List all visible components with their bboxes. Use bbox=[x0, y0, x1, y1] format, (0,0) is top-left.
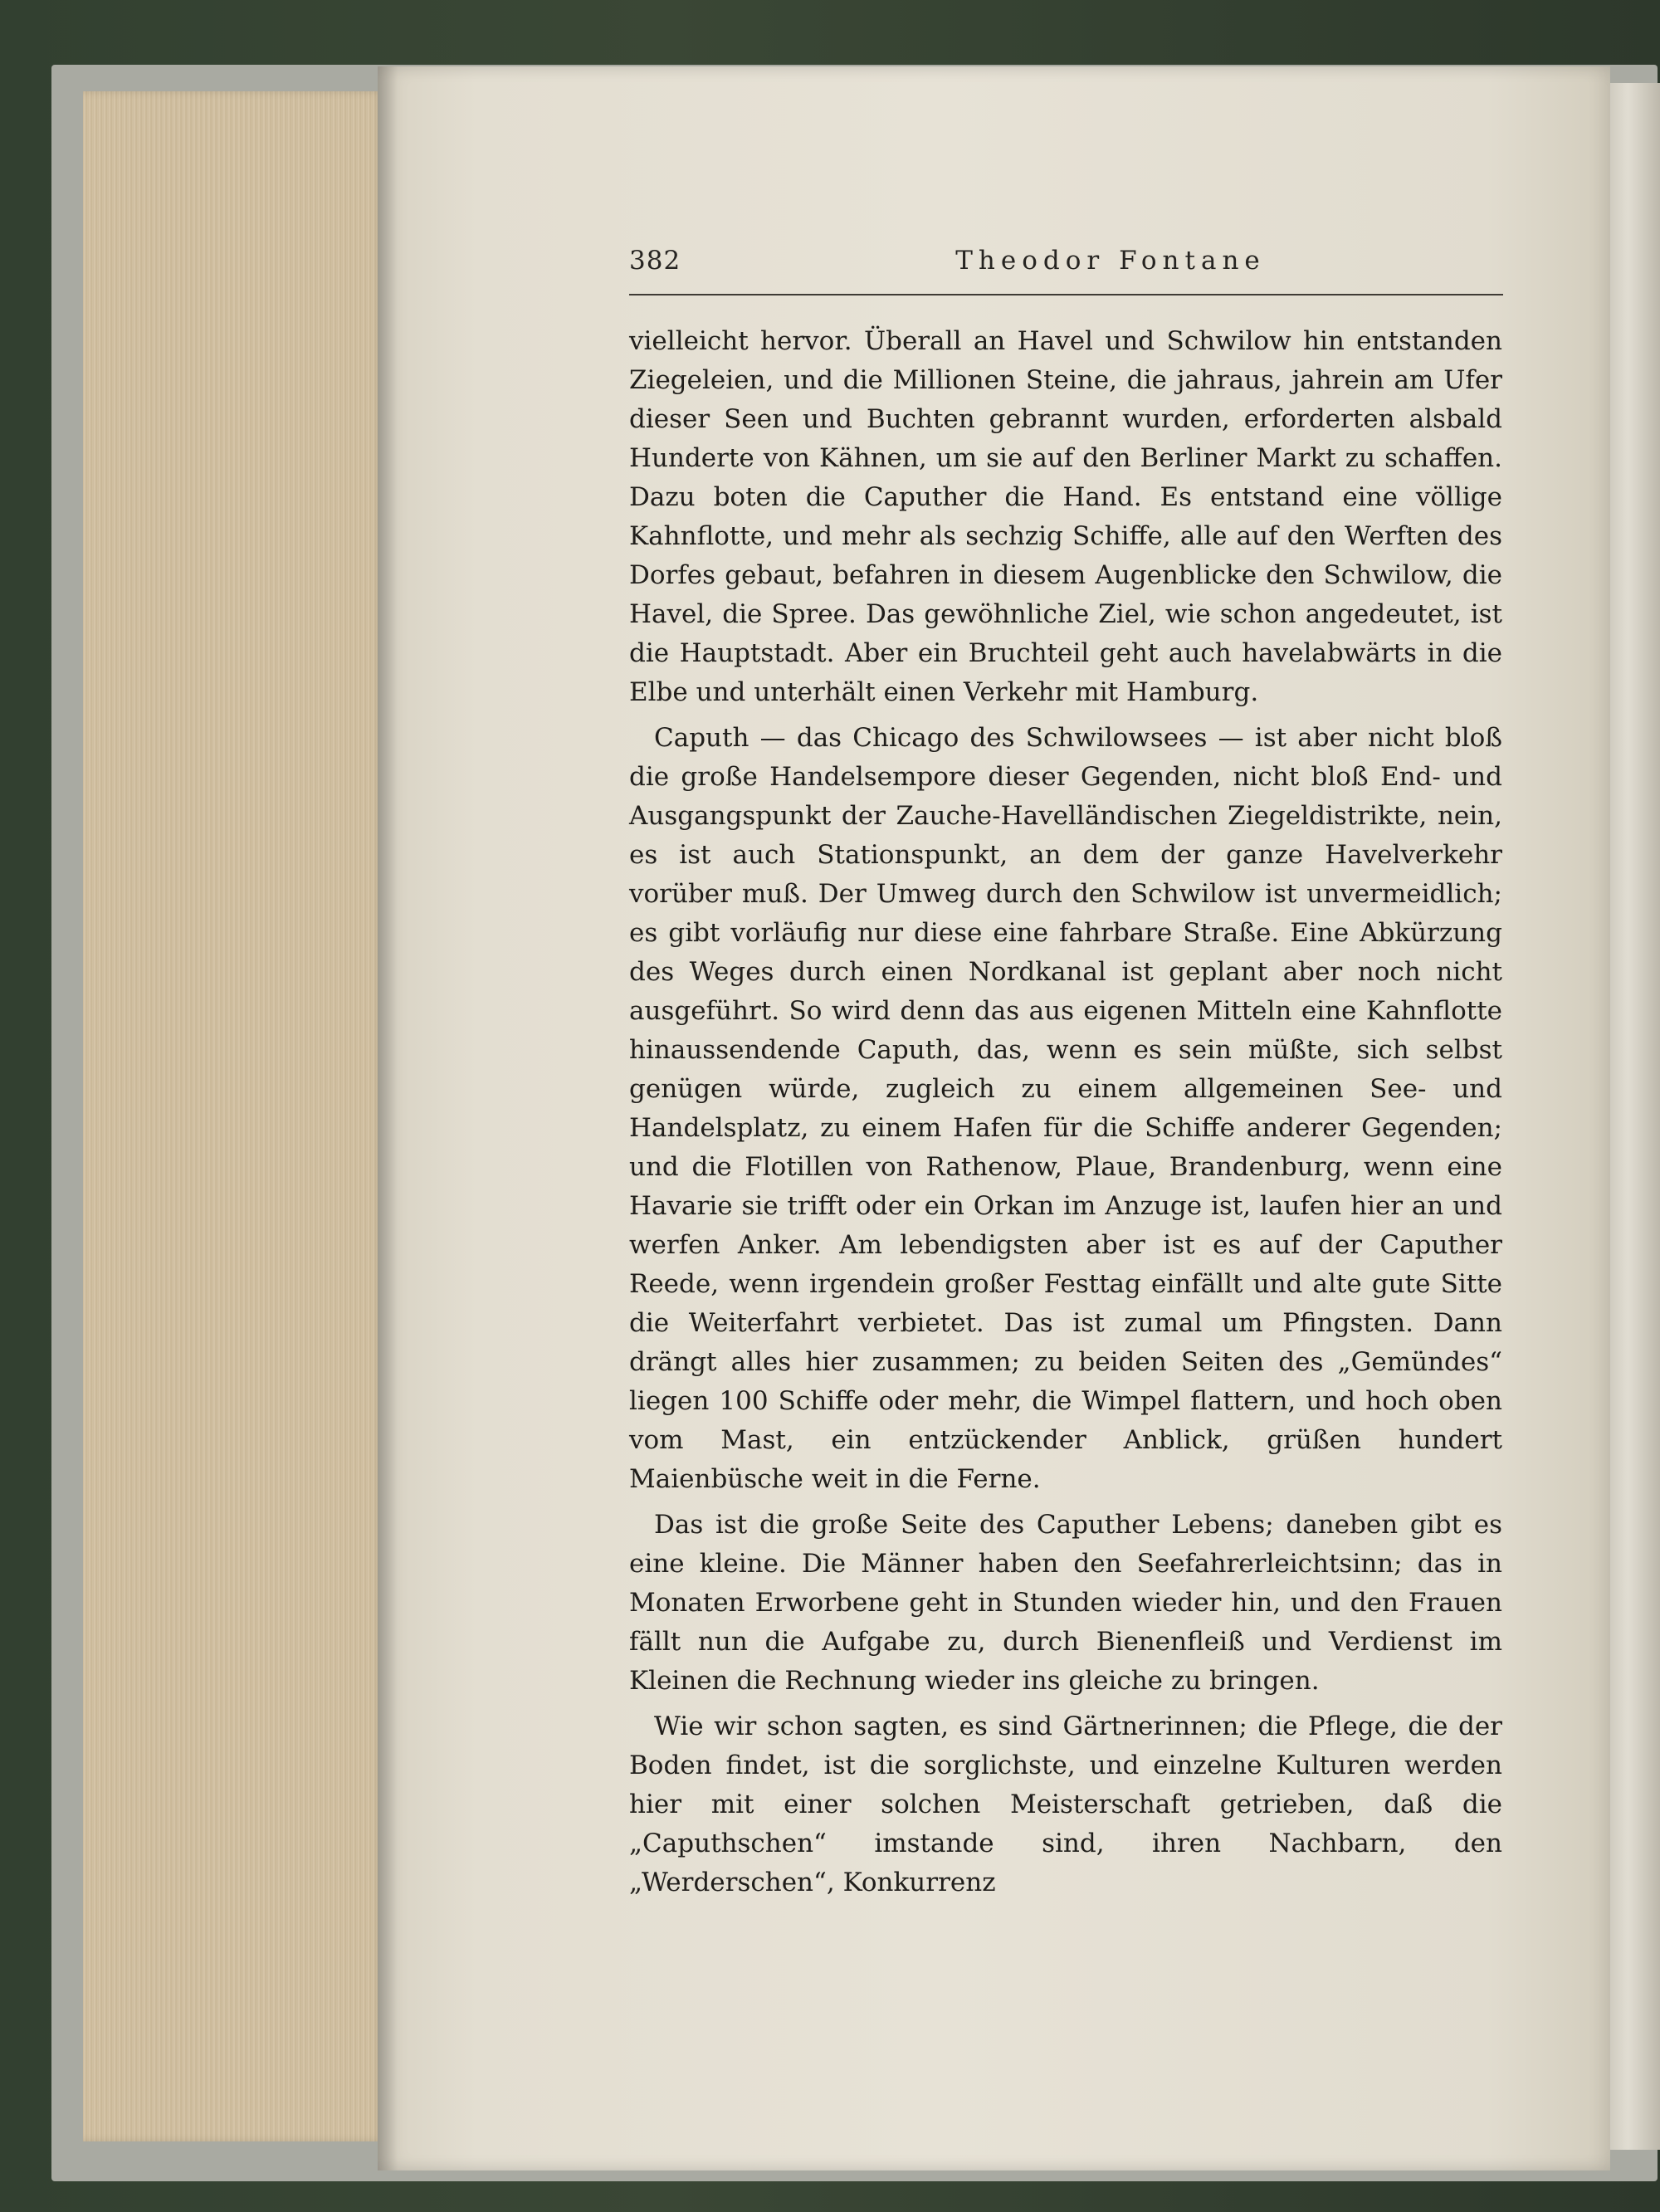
page-text bbox=[629, 322, 1502, 1909]
gutter-shadow bbox=[378, 66, 398, 2170]
paragraph-1: vielleicht hervor. Überall an Havel und Schwilow hin entstanden Ziegeleien, und die Millionen Steine, die jahraus, jahrein am Ufer dieser Seen und Buchten gebrannt wurden, erforderten alsbald Hunderte von Kähnen, um sie auf den Berliner Markt zu schaffen. Dazu boten die Caputher die Hand. Es entstand eine völlige Kahnflotte, und mehr als sechzig Schiffe, alle auf den Werften des Dorfes gebaut, befahren in diesem Augenblicke den Schwilow, die Havel, die Spree. Das gewöhnliche Ziel, wie schon angedeutet, ist die Hauptstadt. Aber ein Bruchteil geht auch havelabwärts in die Elbe und unterhält einen Verkehr mit Hamburg. bbox=[629, 326, 1502, 707]
page-number: 382 bbox=[629, 246, 681, 276]
facing-page-edge bbox=[1602, 83, 1660, 2150]
running-title: Theodor Fontane bbox=[955, 246, 1266, 276]
page-edge-stack bbox=[83, 91, 386, 2141]
paragraph-4: Wie wir schon sagten, es sind Gärtnerinnen; die Pflege, die der Boden findet, ist die sorglichste, und einzelne Kulturen werden hier mit einer solchen Meisterschaft getrieben, daß die „Caputhschen“ imstande sind, ihren Nachbarn, den „Werderschen“, Konkurrenz bbox=[629, 1711, 1502, 1897]
paragraph-2: Caputh — das Chicago des Schwilowsees — ist aber nicht bloß die große Handelsempore dieser Gegenden, nicht bloß End- und Ausgangspunkt der Zauche-Havelländischen Ziegeldistrikte, nein, es ist auch Stationspunkt, an dem der ganze Havelverkehr vorüber muß. Der Umweg durch den Schwilow ist unvermeidlich; es gibt vorläufig nur diese eine fahrbare Straße. Eine Abkürzung des Weges durch einen Nordkanal ist geplant aber noch nicht ausgeführt. So wird denn das aus eigenen Mitteln eine Kahnflotte hinaussendende Caputh, das, wenn es sein müßte, sich selbst genügen würde, zugleich zu einem allgemeinen See- und Handelsplatz, zu einem Hafen für die Schiffe anderer Gegenden; und die Flotillen von Rathenow, Plaue, Brandenburg, wenn eine Havarie sie trifft oder ein Orkan im Anzuge ist, laufen hier an und werfen Anker. Am lebendigsten aber ist es auf der Caputher Reede, wenn irgendein großer Festtag einfällt und alte gute Sitte die Weiterfahrt verbietet. Das ist zumal um Pfingsten. Dann drängt alles hier zusammen; zu beiden Seiten des „Gemündes“ liegen 100 Schiffe oder mehr, die Wimpel flattern, und hoch oben vom Mast, ein entzückender Anblick, grüßen hundert Maienbüsche weit in die Ferne. bbox=[629, 723, 1502, 1494]
paragraph-3: Das ist die große Seite des Caputher Lebens; daneben gibt es eine kleine. Die Männer haben den Seefahrerleichtsinn; das in Monaten Erworbene geht in Stunden wieder hin, und den Frauen fällt nun die Aufgabe zu, durch Bienenfleiß und Verdienst im Kleinen die Rechnung wieder ins gleiche zu bringen. bbox=[629, 1510, 1502, 1696]
page-header bbox=[629, 246, 1503, 295]
